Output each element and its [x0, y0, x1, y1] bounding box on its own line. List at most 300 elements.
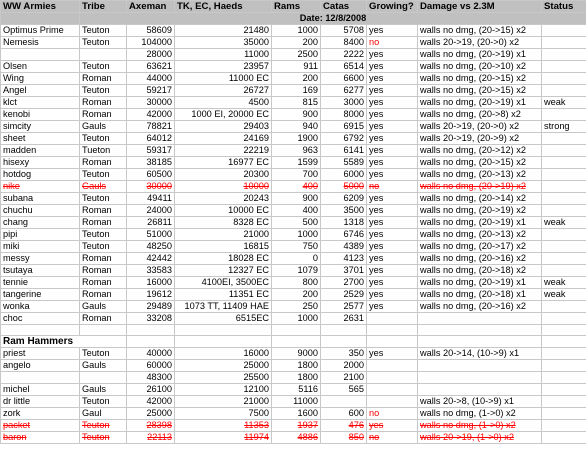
- cell-growing: yes: [367, 193, 418, 205]
- cell-axeman: 26100: [127, 384, 175, 396]
- cell-rams: 400: [272, 181, 321, 193]
- date-label: Date: 12/8/2008: [80, 13, 586, 25]
- cell-damage: walls no dmg, (1->0) x2: [418, 408, 542, 420]
- table-row: [1, 97, 586, 109]
- spacer-row: [1, 325, 586, 336]
- cell-rams: 1800: [272, 372, 321, 384]
- cell-player: sheet: [1, 133, 80, 145]
- table-row: [1, 133, 586, 145]
- cell-player: messy: [1, 253, 80, 265]
- cell-catas: 2100: [321, 372, 367, 384]
- cell-damage: walls no dmg, (20->18) x2: [418, 265, 542, 277]
- cell-damage: walls no dmg, (20->19) x1: [418, 97, 542, 109]
- cell-tk-ec-haeds: 16815: [175, 241, 272, 253]
- cell-tk-ec-haeds: 20300: [175, 169, 272, 181]
- table-row: [1, 145, 586, 157]
- cell-damage: walls no dmg, (20->15) x2: [418, 25, 542, 37]
- table-row: [1, 384, 586, 396]
- cell-tribe: Teuton: [80, 61, 127, 73]
- table-row: [1, 73, 586, 85]
- cell-damage: walls no dmg, (20->19) x1: [418, 217, 542, 229]
- cell-player: chuchu: [1, 205, 80, 217]
- cell-tribe: Roman: [80, 277, 127, 289]
- cell-axeman: 22113: [127, 432, 175, 444]
- cell-rams: 800: [272, 277, 321, 289]
- table-row: [1, 85, 586, 97]
- empty-cell: [175, 336, 272, 348]
- cell-rams: 1937: [272, 420, 321, 432]
- cell-damage: walls 20->19, (20->0) x2: [418, 121, 542, 133]
- table-row: [1, 241, 586, 253]
- cell-player: hotdog: [1, 169, 80, 181]
- cell-status: [542, 133, 586, 145]
- table-row: [1, 37, 586, 49]
- cell-growing: yes: [367, 73, 418, 85]
- column-header-damage: Damage vs 2.3M: [418, 1, 542, 13]
- cell-axeman: 60500: [127, 169, 175, 181]
- table-row: [1, 360, 586, 372]
- cell-growing: yes: [367, 169, 418, 181]
- cell-catas: 3500: [321, 205, 367, 217]
- cell-catas: 476: [321, 420, 367, 432]
- cell-player: simcity: [1, 121, 80, 133]
- cell-rams: 250: [272, 301, 321, 313]
- cell-player: angelo: [1, 360, 80, 372]
- cell-damage: [418, 313, 542, 325]
- cell-catas: 2631: [321, 313, 367, 325]
- cell-player: packet: [1, 420, 80, 432]
- cell-catas: 565: [321, 384, 367, 396]
- cell-status: [542, 61, 586, 73]
- cell-catas: 2000: [321, 360, 367, 372]
- cell-growing: yes: [367, 241, 418, 253]
- cell-player: baron: [1, 432, 80, 444]
- cell-growing: [367, 360, 418, 372]
- cell-tribe: Gauls: [80, 301, 127, 313]
- cell-catas: 5708: [321, 25, 367, 37]
- cell-rams: 0: [272, 253, 321, 265]
- empty-cell: [127, 325, 175, 336]
- cell-axeman: 59317: [127, 145, 175, 157]
- cell-tribe: Teuton: [80, 432, 127, 444]
- empty-cell: [80, 325, 127, 336]
- cell-tribe: Teuton: [80, 25, 127, 37]
- cell-player: nike: [1, 181, 80, 193]
- cell-player: pipi: [1, 229, 80, 241]
- cell-axeman: 33583: [127, 265, 175, 277]
- cell-rams: 1600: [272, 408, 321, 420]
- cell-growing: yes: [367, 205, 418, 217]
- cell-status: [542, 372, 586, 384]
- cell-growing: yes: [367, 157, 418, 169]
- column-header-player: WW Armies: [1, 1, 80, 13]
- column-header-growing: Growing?: [367, 1, 418, 13]
- cell-axeman: 42442: [127, 253, 175, 265]
- cell-axeman: 42000: [127, 396, 175, 408]
- cell-tribe: Roman: [80, 109, 127, 121]
- table-row: [1, 181, 586, 193]
- cell-axeman: 48300: [127, 372, 175, 384]
- cell-player: tennie: [1, 277, 80, 289]
- cell-tk-ec-haeds: 21480: [175, 25, 272, 37]
- cell-growing: yes: [367, 348, 418, 360]
- table-row: [1, 25, 586, 37]
- cell-catas: 6277: [321, 85, 367, 97]
- cell-axeman: 58609: [127, 25, 175, 37]
- cell-tribe: Roman: [80, 313, 127, 325]
- cell-status: [542, 241, 586, 253]
- cell-damage: walls no dmg, (20->16) x2: [418, 301, 542, 313]
- cell-catas: 6915: [321, 121, 367, 133]
- cell-growing: [367, 384, 418, 396]
- cell-damage: walls no dmg, (20->19) x1: [418, 277, 542, 289]
- cell-rams: 400: [272, 205, 321, 217]
- cell-tribe: Roman: [80, 253, 127, 265]
- cell-tk-ec-haeds: 6515EC: [175, 313, 272, 325]
- column-header-status: Status: [542, 1, 586, 13]
- cell-tribe: Teuton: [80, 348, 127, 360]
- cell-status: [542, 384, 586, 396]
- cell-tribe: Roman: [80, 265, 127, 277]
- table-row: [1, 420, 586, 432]
- cell-status: [542, 25, 586, 37]
- header-row: [1, 1, 586, 13]
- cell-status: [542, 169, 586, 181]
- cell-rams: 1000: [272, 25, 321, 37]
- cell-status: strong: [542, 121, 586, 133]
- cell-rams: 11000: [272, 396, 321, 408]
- cell-axeman: 49411: [127, 193, 175, 205]
- cell-damage: walls no dmg, (20->13) x2: [418, 229, 542, 241]
- cell-rams: 169: [272, 85, 321, 97]
- table-row: [1, 348, 586, 360]
- cell-axeman: 60000: [127, 360, 175, 372]
- cell-tribe: Teuton: [80, 37, 127, 49]
- cell-growing: [367, 372, 418, 384]
- cell-catas: 1318: [321, 217, 367, 229]
- cell-growing: yes: [367, 97, 418, 109]
- cell-status: [542, 193, 586, 205]
- cell-player: michel: [1, 384, 80, 396]
- cell-tribe: [80, 372, 127, 384]
- cell-rams: 200: [272, 73, 321, 85]
- cell-damage: walls no dmg, (20->15) x2: [418, 85, 542, 97]
- empty-cell: [367, 336, 418, 348]
- cell-tk-ec-haeds: 26727: [175, 85, 272, 97]
- cell-rams: 1599: [272, 157, 321, 169]
- cell-damage: walls no dmg, (20->16) x2: [418, 253, 542, 265]
- cell-damage: walls no dmg, (20->19) x2: [418, 205, 542, 217]
- cell-rams: 4886: [272, 432, 321, 444]
- table-row: [1, 313, 586, 325]
- cell-status: weak: [542, 217, 586, 229]
- cell-damage: walls no dmg, (20->10) x2: [418, 61, 542, 73]
- cell-tk-ec-haeds: 8328 EC: [175, 217, 272, 229]
- cell-rams: 900: [272, 109, 321, 121]
- cell-player: wonka: [1, 301, 80, 313]
- cell-catas: 6141: [321, 145, 367, 157]
- empty-cell: [321, 325, 367, 336]
- empty-cell: [418, 325, 542, 336]
- cell-player: miki: [1, 241, 80, 253]
- cell-growing: yes: [367, 145, 418, 157]
- cell-growing: no: [367, 432, 418, 444]
- empty-cell: [542, 325, 586, 336]
- cell-player: kenobi: [1, 109, 80, 121]
- cell-catas: 4389: [321, 241, 367, 253]
- section-title: Ram Hammers: [1, 336, 127, 348]
- cell-rams: 963: [272, 145, 321, 157]
- cell-catas: 850: [321, 432, 367, 444]
- cell-tk-ec-haeds: 16977 EC: [175, 157, 272, 169]
- cell-rams: 815: [272, 97, 321, 109]
- cell-damage: walls no dmg, (20->17) x2: [418, 241, 542, 253]
- cell-status: [542, 205, 586, 217]
- cell-catas: 8000: [321, 109, 367, 121]
- cell-player: [1, 49, 80, 61]
- cell-status: [542, 301, 586, 313]
- cell-growing: yes: [367, 25, 418, 37]
- cell-status: [542, 420, 586, 432]
- cell-tribe: Roman: [80, 157, 127, 169]
- cell-damage: walls no dmg, (1->0) x2: [418, 420, 542, 432]
- cell-tk-ec-haeds: 11353: [175, 420, 272, 432]
- cell-axeman: 48250: [127, 241, 175, 253]
- cell-damage: walls no dmg, (20->18) x1: [418, 289, 542, 301]
- cell-player: tsutaya: [1, 265, 80, 277]
- cell-rams: 500: [272, 217, 321, 229]
- cell-catas: 6746: [321, 229, 367, 241]
- cell-growing: no: [367, 181, 418, 193]
- cell-catas: 2529: [321, 289, 367, 301]
- cell-axeman: 28398: [127, 420, 175, 432]
- cell-status: weak: [542, 289, 586, 301]
- cell-damage: walls no dmg, (20->19) x2: [418, 181, 542, 193]
- cell-axeman: 104000: [127, 37, 175, 49]
- empty-cell: [272, 336, 321, 348]
- cell-growing: yes: [367, 217, 418, 229]
- column-header-tribe: Tribe: [80, 1, 127, 13]
- cell-damage: walls no dmg, (20->14) x2: [418, 193, 542, 205]
- cell-player: Olsen: [1, 61, 80, 73]
- cell-player: tangerine: [1, 289, 80, 301]
- cell-status: [542, 157, 586, 169]
- cell-damage: walls 20->19, (20->9) x2: [418, 133, 542, 145]
- cell-tribe: Gauls: [80, 181, 127, 193]
- cell-tribe: Teuton: [80, 229, 127, 241]
- column-header-catas: Catas: [321, 1, 367, 13]
- cell-damage: [418, 360, 542, 372]
- cell-growing: yes: [367, 109, 418, 121]
- table-row: [1, 169, 586, 181]
- cell-axeman: 42000: [127, 109, 175, 121]
- cell-axeman: 25000: [127, 408, 175, 420]
- cell-growing: yes: [367, 265, 418, 277]
- cell-damage: walls 20->19, (1->0) x2: [418, 432, 542, 444]
- cell-tk-ec-haeds: 12327 EC: [175, 265, 272, 277]
- cell-axeman: 26811: [127, 217, 175, 229]
- cell-tk-ec-haeds: 11974: [175, 432, 272, 444]
- cell-player: hisexy: [1, 157, 80, 169]
- cell-tk-ec-haeds: 12100: [175, 384, 272, 396]
- cell-tk-ec-haeds: 1073 TT, 11409 HAE: [175, 301, 272, 313]
- table-row: [1, 265, 586, 277]
- cell-tribe: Gaul: [80, 408, 127, 420]
- cell-axeman: 38185: [127, 157, 175, 169]
- cell-damage: walls 20->19, (20->0) x2: [418, 37, 542, 49]
- cell-tribe: Teuton: [80, 169, 127, 181]
- cell-catas: 6000: [321, 169, 367, 181]
- cell-player: dr little: [1, 396, 80, 408]
- table-row: [1, 157, 586, 169]
- cell-tribe: Roman: [80, 217, 127, 229]
- cell-status: [542, 85, 586, 97]
- cell-catas: 2222: [321, 49, 367, 61]
- column-header-tk-ec-haeds: TK, EC, Haeds: [175, 1, 272, 13]
- cell-player: [1, 372, 80, 384]
- cell-status: weak: [542, 277, 586, 289]
- cell-catas: 350: [321, 348, 367, 360]
- cell-axeman: 40000: [127, 348, 175, 360]
- cell-tk-ec-haeds: 1000 EI, 20000 EC: [175, 109, 272, 121]
- cell-growing: yes: [367, 133, 418, 145]
- cell-tk-ec-haeds: 22219: [175, 145, 272, 157]
- cell-player: priest: [1, 348, 80, 360]
- cell-growing: no: [367, 408, 418, 420]
- cell-axeman: 51000: [127, 229, 175, 241]
- cell-player: Angel: [1, 85, 80, 97]
- cell-tribe: Teuton: [80, 420, 127, 432]
- cell-status: [542, 49, 586, 61]
- cell-catas: 3000: [321, 97, 367, 109]
- cell-catas: 6514: [321, 61, 367, 73]
- cell-rams: 900: [272, 193, 321, 205]
- cell-rams: 2500: [272, 49, 321, 61]
- cell-growing: yes: [367, 61, 418, 73]
- cell-catas: 600: [321, 408, 367, 420]
- cell-tribe: Tueton: [80, 145, 127, 157]
- cell-player: zork: [1, 408, 80, 420]
- cell-catas: 6600: [321, 73, 367, 85]
- cell-status: [542, 181, 586, 193]
- cell-rams: 1900: [272, 133, 321, 145]
- cell-status: [542, 408, 586, 420]
- cell-damage: walls 20->14, (10->9) x1: [418, 348, 542, 360]
- cell-damage: [418, 384, 542, 396]
- cell-status: [542, 109, 586, 121]
- cell-tk-ec-haeds: 35000: [175, 37, 272, 49]
- empty-cell: [272, 325, 321, 336]
- cell-player: choc: [1, 313, 80, 325]
- cell-axeman: 28000: [127, 49, 175, 61]
- cell-axeman: 63621: [127, 61, 175, 73]
- cell-player: Optimus Prime: [1, 25, 80, 37]
- cell-catas: 4123: [321, 253, 367, 265]
- cell-tribe: Roman: [80, 97, 127, 109]
- cell-tk-ec-haeds: 11000: [175, 49, 272, 61]
- cell-growing: yes: [367, 253, 418, 265]
- date-row: [1, 13, 586, 25]
- cell-damage: walls no dmg, (20->15) x2: [418, 73, 542, 85]
- cell-status: [542, 432, 586, 444]
- cell-player: Nemesis: [1, 37, 80, 49]
- cell-growing: yes: [367, 85, 418, 97]
- table-row: [1, 229, 586, 241]
- cell-catas: 5000: [321, 181, 367, 193]
- cell-catas: [321, 396, 367, 408]
- table-row: [1, 253, 586, 265]
- cell-catas: 3701: [321, 265, 367, 277]
- date-blank: [1, 13, 80, 25]
- cell-growing: yes: [367, 420, 418, 432]
- cell-axeman: 78821: [127, 121, 175, 133]
- cell-tk-ec-haeds: 4100EI, 3500EC: [175, 277, 272, 289]
- cell-catas: 6792: [321, 133, 367, 145]
- cell-player: subana: [1, 193, 80, 205]
- empty-cell: [418, 336, 542, 348]
- cell-rams: 1000: [272, 229, 321, 241]
- cell-growing: yes: [367, 289, 418, 301]
- cell-tk-ec-haeds: 21000: [175, 229, 272, 241]
- cell-rams: 1800: [272, 360, 321, 372]
- cell-catas: 2577: [321, 301, 367, 313]
- table-row: [1, 408, 586, 420]
- cell-axeman: 30000: [127, 97, 175, 109]
- cell-tribe: Gauls: [80, 384, 127, 396]
- cell-axeman: 29489: [127, 301, 175, 313]
- cell-tk-ec-haeds: 25500: [175, 372, 272, 384]
- cell-growing: no: [367, 37, 418, 49]
- cell-status: [542, 348, 586, 360]
- empty-cell: [367, 325, 418, 336]
- cell-axeman: 64012: [127, 133, 175, 145]
- cell-tribe: Teuton: [80, 193, 127, 205]
- cell-damage: [418, 372, 542, 384]
- cell-tk-ec-haeds: 29403: [175, 121, 272, 133]
- cell-player: Wing: [1, 73, 80, 85]
- table-row: [1, 121, 586, 133]
- cell-tk-ec-haeds: 18028 EC: [175, 253, 272, 265]
- cell-damage: walls no dmg, (20->13) x2: [418, 169, 542, 181]
- cell-damage: walls no dmg, (20->15) x2: [418, 157, 542, 169]
- cell-axeman: 30000: [127, 181, 175, 193]
- cell-status: [542, 37, 586, 49]
- table-row: [1, 193, 586, 205]
- table-row: [1, 432, 586, 444]
- cell-tribe: Teuton: [80, 85, 127, 97]
- cell-tribe: Teuton: [80, 133, 127, 145]
- cell-rams: 9000: [272, 348, 321, 360]
- table-row: [1, 301, 586, 313]
- cell-rams: 200: [272, 37, 321, 49]
- empty-cell: [1, 325, 80, 336]
- cell-tk-ec-haeds: 20243: [175, 193, 272, 205]
- cell-catas: 6209: [321, 193, 367, 205]
- cell-tk-ec-haeds: 11351 EC: [175, 289, 272, 301]
- empty-cell: [127, 336, 175, 348]
- cell-rams: 1079: [272, 265, 321, 277]
- table-row: [1, 277, 586, 289]
- cell-axeman: 24000: [127, 205, 175, 217]
- cell-tk-ec-haeds: 23957: [175, 61, 272, 73]
- table-row: [1, 289, 586, 301]
- table-row: [1, 205, 586, 217]
- empty-cell: [542, 336, 586, 348]
- cell-tk-ec-haeds: 4500: [175, 97, 272, 109]
- cell-axeman: 44000: [127, 73, 175, 85]
- cell-tribe: Roman: [80, 73, 127, 85]
- cell-rams: 940: [272, 121, 321, 133]
